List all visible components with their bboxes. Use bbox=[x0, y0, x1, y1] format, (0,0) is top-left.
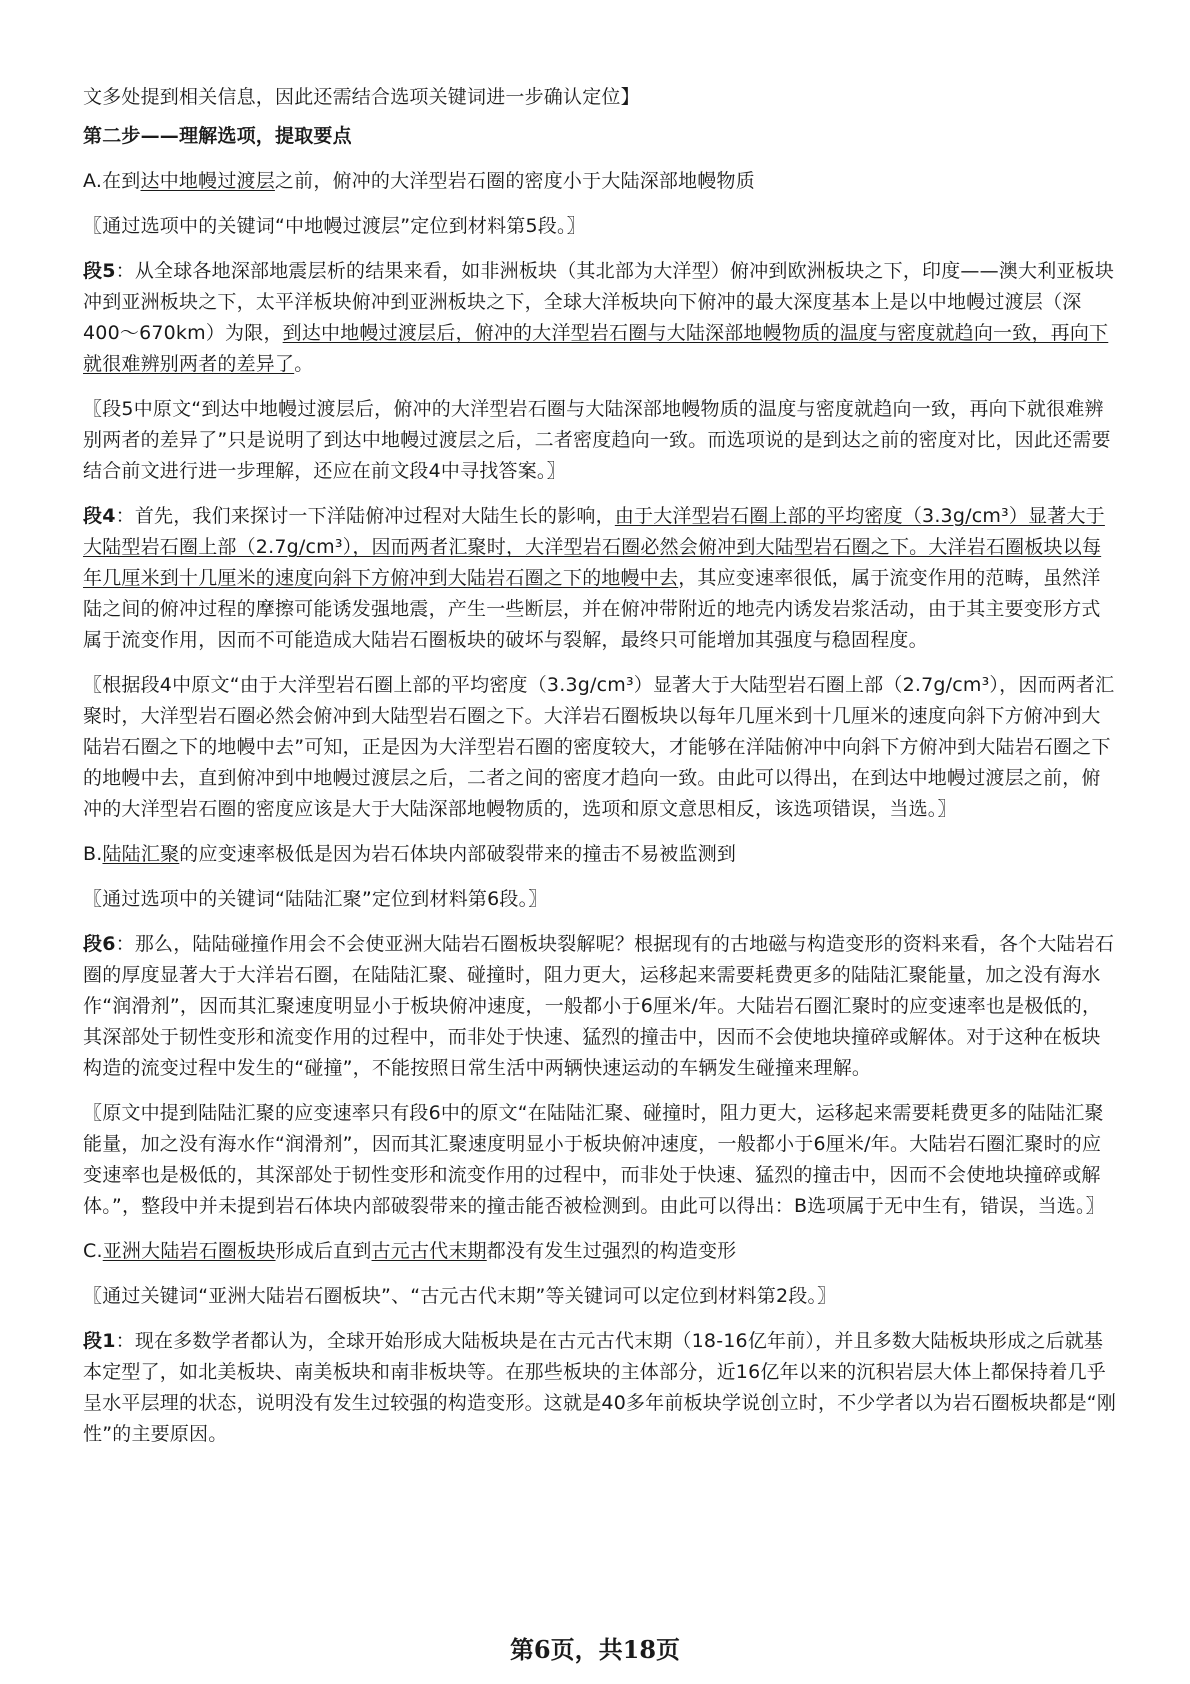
source-paragraph-5: 段5：从全球各地深部地震层析的结果来看，如非洲板块（其北部为大洋型）俯冲到欧洲板块之下，印度——澳大利亚板块冲到亚洲板块之下，太平洋板块俯冲到亚洲板块之下，全球大洋板块向下俯冲的最大深度基本上是以中地幔过渡层（深400～670km）为限，到达中地幔过渡层后，俯冲的大洋型岩石圈与大陆深部地幔物质的温度与密度就趋向一致，再向下就很难辨别两者的差异了。 bbox=[83, 260, 1115, 375]
paragraph-label: 段6 bbox=[83, 933, 116, 955]
analysis-note: 〖通过选项中的关键词“中地幔过渡层”定位到材料第5段。〗 bbox=[83, 215, 586, 237]
paragraph-label: 段4 bbox=[83, 505, 116, 527]
analysis-note: 〖根据段4中原文“由于大洋型岩石圈上部的平均密度（3.3g/cm³）显著大于大陆型岩石圈上部（2.7g/cm³），因而两者汇聚时，大洋型岩石圈必然会俯冲到大陆型岩石圈之下。大洋岩石圈板块以每年几厘米到十几厘米的速度向斜下方俯冲到大陆岩石圈之下的地幔中去”可知，正是因为大洋型岩石圈的密度较大，才能够在洋陆俯冲中向斜下方俯冲到大陆岩石圈之下的地幔中去，直到俯冲到中地幔过渡层之后，二者之间的密度才趋向一致。由此可以得出，在到达中地幔过渡层之前，俯冲的大洋型岩石圈的密度应该是大于大陆深部地幔物质的，选项和原文意思相反，该选项错误，当选。〗 bbox=[83, 674, 1115, 820]
analysis-note: 〖通过关键词“亚洲大陆岩石圈板块”、“古元古代末期”等关键词可以定位到材料第2段。〗 bbox=[83, 1285, 837, 1307]
keyword-underline: 亚洲大陆岩石圈板块 bbox=[102, 1240, 276, 1262]
step-heading: 第二步——理解选项，提取要点 bbox=[83, 125, 352, 147]
keyword-underline: 古元古代末期 bbox=[371, 1240, 487, 1262]
option-a: A.在到达中地幔过渡层之前，俯冲的大洋型岩石圈的密度小于大陆深部地幔物质 bbox=[83, 170, 755, 192]
quoted-underline: 到达中地幔过渡层后，俯冲的大洋型岩石圈与大陆深部地幔物质的温度与密度就趋向一致，再向下就很难辨别两者的差异了 bbox=[83, 322, 1109, 375]
continued-paragraph: 文多处提到相关信息，因此还需结合选项关键词进一步确认定位】 bbox=[83, 86, 640, 108]
source-paragraph-4: 段4：首先，我们来探讨一下洋陆俯冲过程对大陆生长的影响，由于大洋型岩石圈上部的平均密度（3.3g/cm³）显著大于大陆型岩石圈上部（2.7g/cm³），因而两者汇聚时，大洋型岩石圈必然会俯冲到大陆型岩石圈之下。大洋岩石圈板块以每年几厘米到十几厘米的速度向斜下方俯冲到大陆岩石圈之下的地幔中去，其应变速率很低，属于流变作用的范畴，虽然洋陆之间的俯冲过程的摩擦可能诱发强地震，产生一些断层，并在俯冲带附近的地壳内诱发岩浆活动，由于其主要变形方式属于流变作用，因而不可能造成大陆岩石圈板块的破坏与裂解，最终只可能增加其强度与稳固程度。 bbox=[83, 505, 1105, 651]
keyword-underline: 陆陆汇聚 bbox=[102, 843, 180, 865]
source-paragraph-6: 段6：那么，陆陆碰撞作用会不会使亚洲大陆岩石圈板块裂解呢？根据现有的古地磁与构造变形的资料来看，各个大陆岩石圈的厚度显著大于大洋岩石圈，在陆陆汇聚、碰撞时，阻力更大，运移起来需要耗费更多的陆陆汇聚能量，加之没有海水作“润滑剂”，因而其汇聚速度明显小于板块俯冲速度，一般都小于6厘米/年。大陆岩石圈汇聚时的应变速率也是极低的，其深部处于韧性变形和流变作用的过程中，而非处于快速、猛烈的撞击中，因而不会使地块撞碎或解体。对于这种在板块构造的流变过程中发生的“碰撞”，不能按照日常生活中两辆快速运动的车辆发生碰撞来理解。 bbox=[83, 933, 1115, 1079]
source-paragraph-1: 段1：现在多数学者都认为，全球开始形成大陆板块是在古元古代末期（18-16亿年前），并且多数大陆板块形成之后就基本定型了，如北美板块、南美板块和南非板块等。在那些板块的主体部分，近16亿年以来的沉积岩层大体上都保持着几乎呈水平层理的状态，说明没有发生过较强的构造变形。这就是40多年前板块学说创立时，不少学者以为岩石圈板块都是“刚性”的主要原因。 bbox=[83, 1330, 1117, 1445]
document-body bbox=[83, 82, 1118, 1450]
page-number: 第6页，共18页 bbox=[509, 1635, 681, 1664]
option-b: B.陆陆汇聚的应变速率极低是因为岩石体块内部破裂带来的撞击不易被监测到 bbox=[83, 843, 737, 865]
paragraph-label: 段1 bbox=[83, 1330, 116, 1352]
analysis-note: 〖原文中提到陆陆汇聚的应变速率只有段6中的原文“在陆陆汇聚、碰撞时，阻力更大，运移起来需要耗费更多的陆陆汇聚能量，加之没有海水作“润滑剂”，因而其汇聚速度明显小于板块俯冲速度，一般都小于6厘米/年。大陆岩石圈汇聚时的应变速率也是极低的，其深部处于韧性变形和流变作用的过程中，而非处于快速、猛烈的撞击中，因而不会使地块撞碎或解体。”，整段中并未提到岩石体块内部破裂带来的撞击能否被检测到。由此可以得出：B选项属于无中生有，错误，当选。〗 bbox=[83, 1102, 1105, 1217]
analysis-note: 〖通过选项中的关键词“陆陆汇聚”定位到材料第6段。〗 bbox=[83, 888, 548, 910]
quoted-underline: 由于大洋型岩石圈上部的平均密度（3.3g/cm³）显著大于大陆型岩石圈上部（2.7g/cm³），因而两者汇聚时，大洋型岩石圈必然会俯冲到大陆型岩石圈之下。大洋岩石圈板块以每年几厘米到十几厘米的速度向斜下方俯冲到大陆岩石圈之下的地幔中去 bbox=[83, 505, 1105, 589]
keyword-underline: 达中地幔过渡层 bbox=[140, 170, 275, 192]
option-c: C.亚洲大陆岩石圈板块形成后直到古元古代末期都没有发生过强烈的构造变形 bbox=[83, 1240, 737, 1262]
paragraph-label: 段5 bbox=[83, 260, 116, 282]
analysis-note: 〖段5中原文“到达中地幔过渡层后，俯冲的大洋型岩石圈与大陆深部地幔物质的温度与密度就趋向一致，再向下就很难辨别两者的差异了”只是说明了到达中地幔过渡层之后，二者密度趋向一致。而选项说的是到达之前的密度对比，因此还需要结合前文进行进一步理解，还应在前文段4中寻找答案。〗 bbox=[83, 398, 1111, 482]
